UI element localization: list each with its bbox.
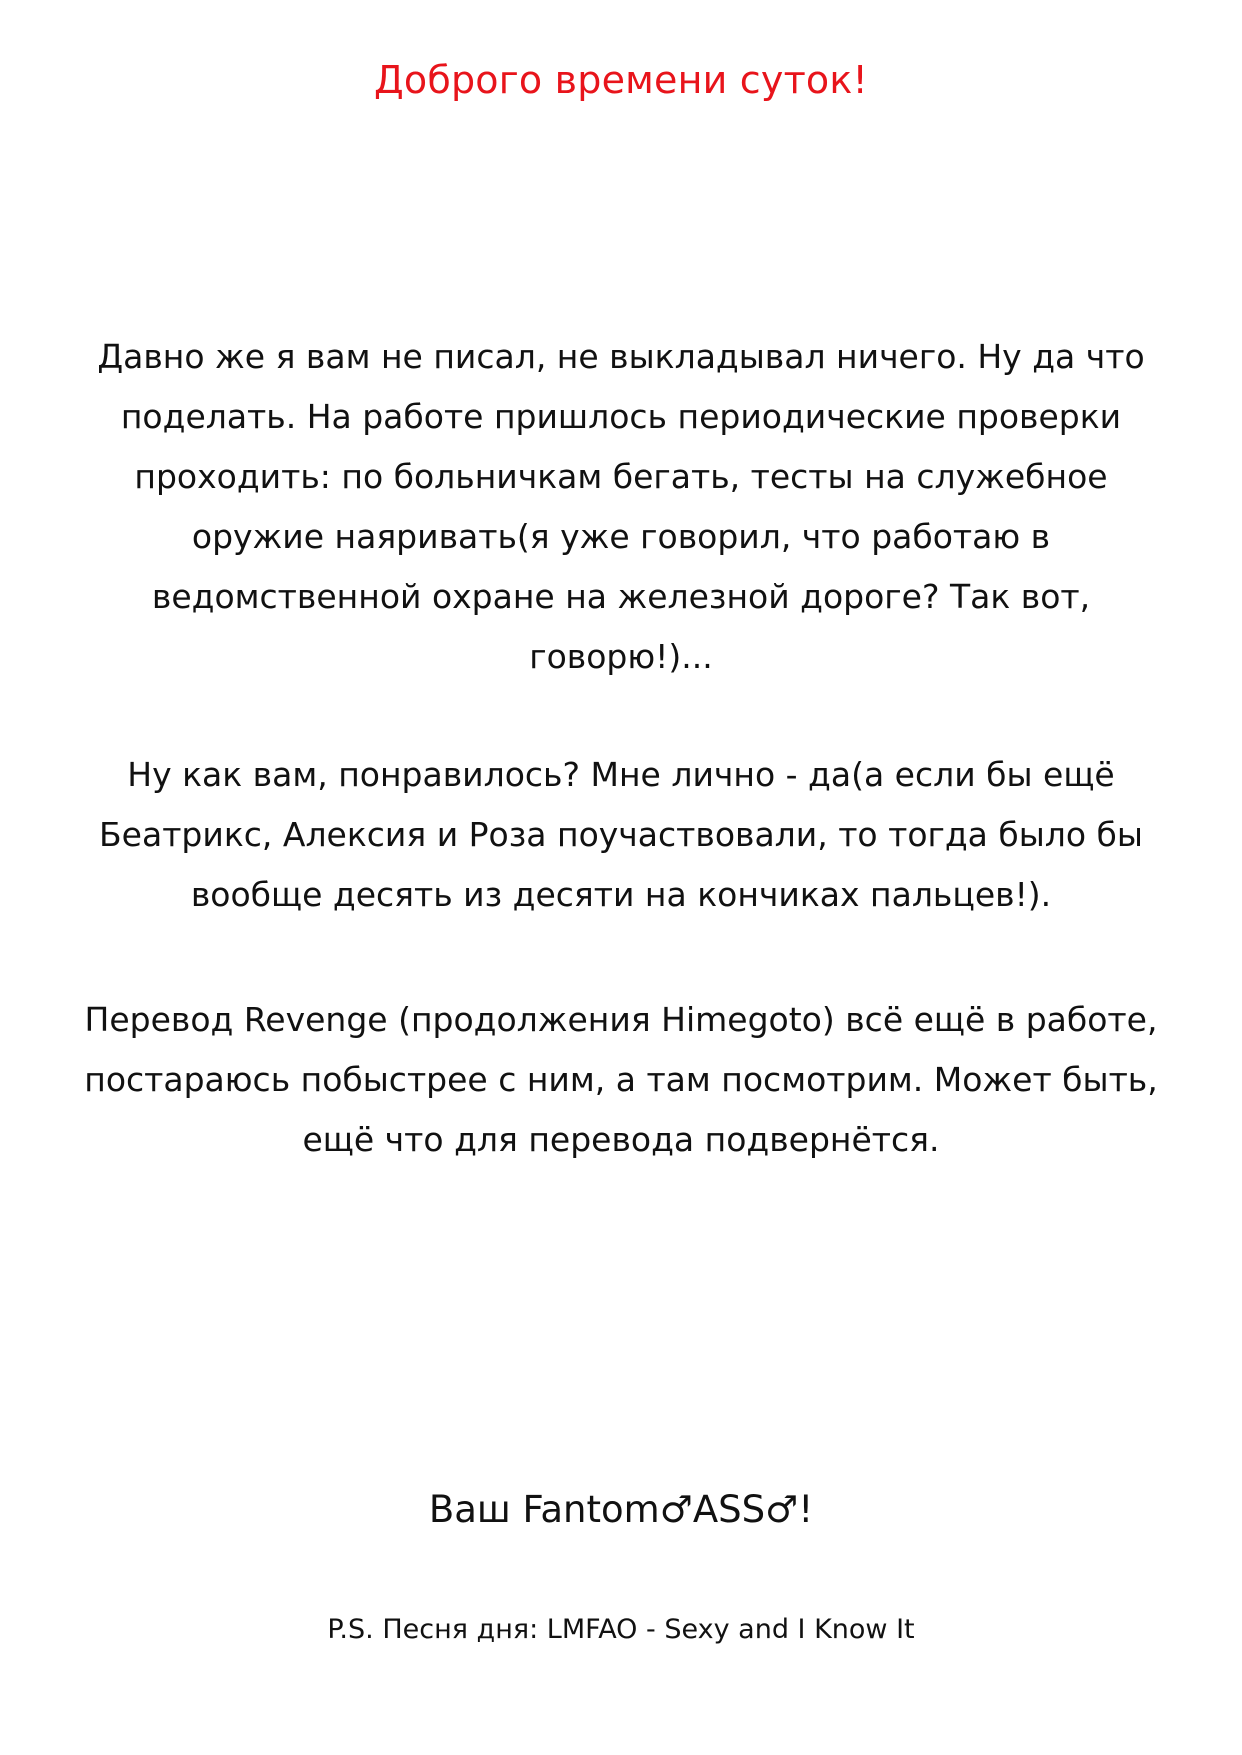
paragraph-opinion: Ну как вам, понравилось? Мне лично - да(а если бы ещё Беатрикс, Алексия и Роза поучаствовали, то тогда было бы вообще десять из десяти на кончиках пальцев!). xyxy=(99,755,1143,914)
paragraph-news: Давно же я вам не писал, не выкладывал ничего. Ну да что поделать. На работе пришлось периодические проверки проходить: по больничкам бегать, тесты на служебное оружие наяривать(я уже говорил, что работаю в ведомственной охране на железной дороге? Так вот, говорю!)... xyxy=(97,337,1145,676)
greeting-title: Доброго времени суток! xyxy=(374,58,868,102)
paragraph-translation-status: Перевод Revenge (продолжения Himegoto) всё ещё в работе, постараюсь побыстрее с ним, а там посмотрим. Может быть, ещё что для перевода подвернётся. xyxy=(84,1000,1158,1159)
postscript: P.S. Песня дня: LMFAO - Sexy and I Know It xyxy=(327,1614,915,1645)
signature: Ваш Fantom♂ASS♂! xyxy=(428,1488,814,1531)
